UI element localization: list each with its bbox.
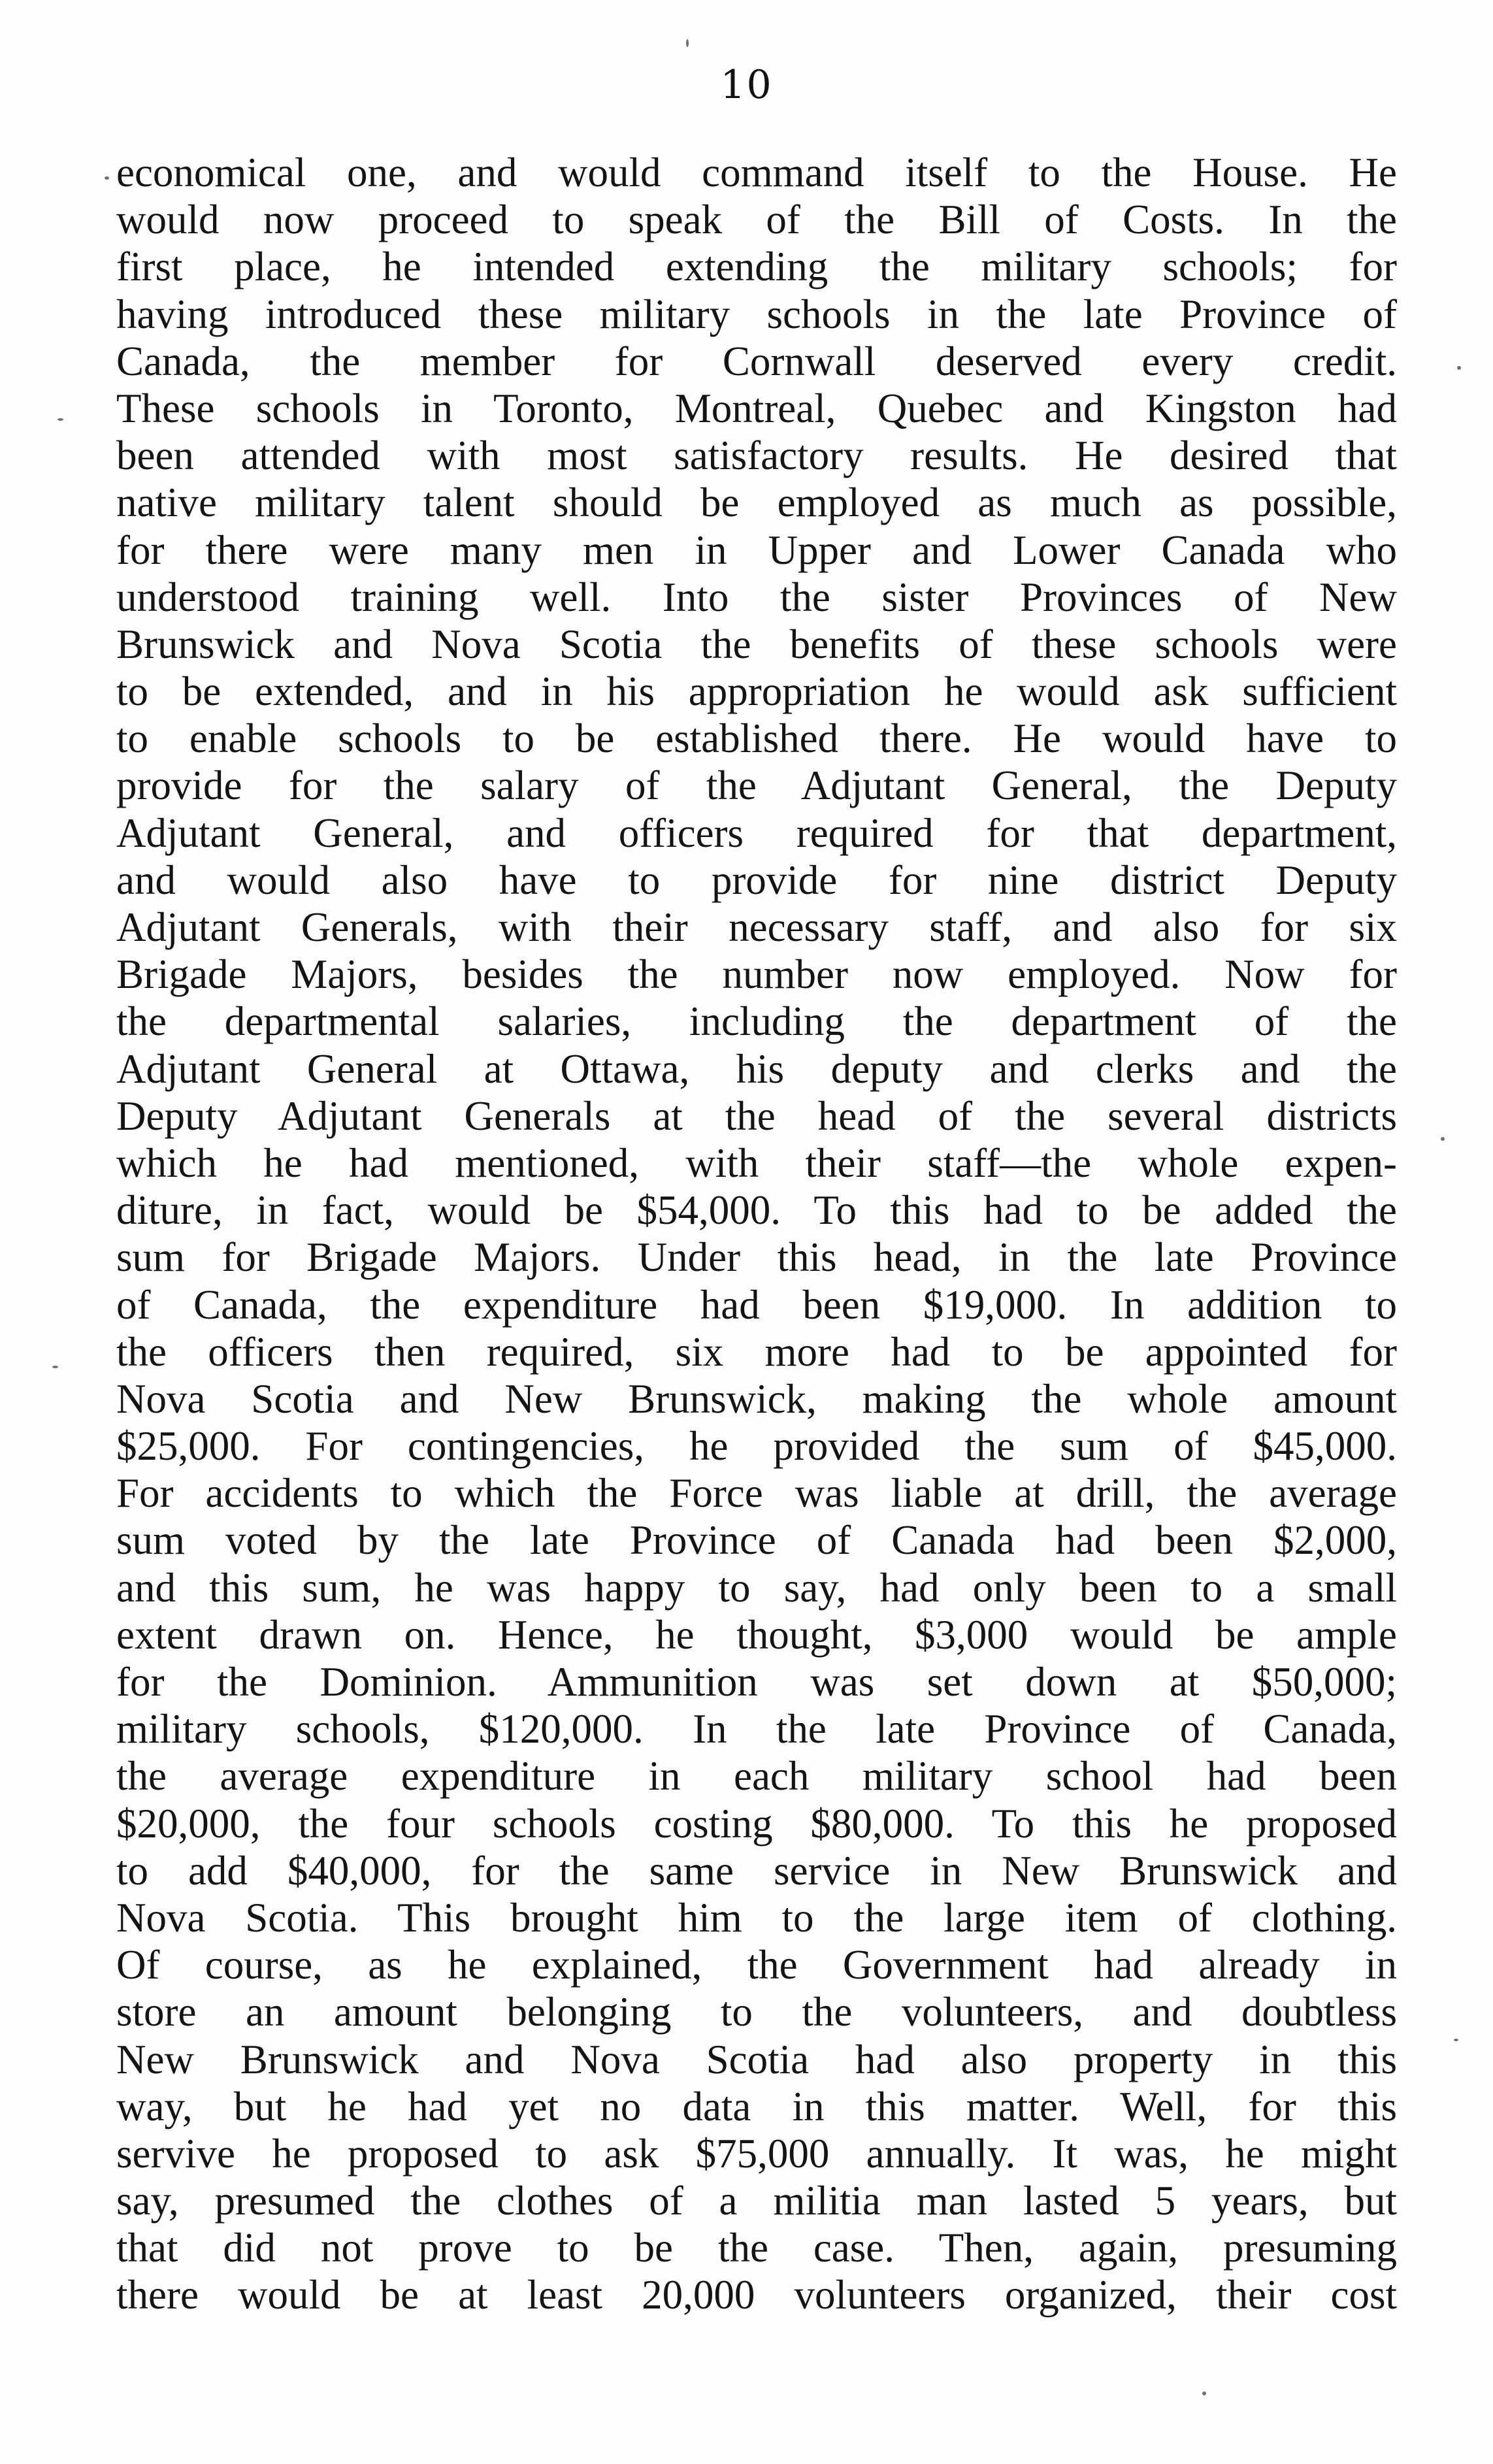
- text-line: having introduced these military schools in the late Province of: [116, 291, 1397, 337]
- text-line: which he had mentioned, with their staff—the whole expen-: [116, 1140, 1397, 1186]
- text-line: say, presumed the clothes of a militia man lasted 5 years, but: [116, 2178, 1397, 2224]
- text-line: and this sum, he was happy to say, had only been to a small: [116, 1564, 1397, 1611]
- text-line: economical one, and would command itself to the House. He: [116, 150, 1397, 195]
- text-line: and would also have to provide for nine district Deputy: [116, 857, 1397, 903]
- text-line: that did not prove to be the case. Then, again, presuming: [116, 2225, 1397, 2271]
- text-line: the average expenditure in each military school had been: [116, 1753, 1397, 1799]
- text-line: would now proceed to speak of the Bill of Costs. In the: [116, 197, 1397, 243]
- text-line: Brunswick and Nova Scotia the benefits of these schools were: [116, 621, 1397, 667]
- scan-speck: [686, 39, 689, 47]
- text-line: the departmental salaries, including the department of the: [116, 998, 1397, 1045]
- text-line: first place, he intended extending the military schools; for: [116, 244, 1397, 290]
- text-line: military schools, $120,000. In the late Province of Canada,: [116, 1706, 1397, 1752]
- text-line: understood training well. Into the sister Provinces of New: [116, 574, 1397, 620]
- text-line: Nova Scotia and New Brunswick, making the whole amount: [116, 1375, 1397, 1422]
- text-line: for there were many men in Upper and Lower Canada who: [116, 527, 1397, 573]
- text-line: Adjutant General, and officers required for that department,: [116, 810, 1397, 856]
- text-line: Brigade Majors, besides the number now employed. Now for: [116, 951, 1397, 998]
- text-line: of Canada, the expenditure had been $19,000. In addition to: [116, 1281, 1397, 1328]
- text-line: servive he proposed to ask $75,000 annually. It was, he might: [116, 2130, 1397, 2177]
- text-line: Canada, the member for Cornwall deserved every credit.: [116, 338, 1397, 384]
- text-line: to add $40,000, for the same service in New Brunswick and: [116, 1847, 1397, 1894]
- text-line: Adjutant General at Ottawa, his deputy and clerks and the: [116, 1045, 1397, 1092]
- text-line: New Brunswick and Nova Scotia had also property in this: [116, 2036, 1397, 2082]
- scan-speck: [1202, 2391, 1206, 2395]
- text-line: $25,000. For contingencies, he provided the sum of $45,000.: [116, 1423, 1397, 1470]
- page-number: 10: [720, 62, 773, 108]
- text-line: way, but he had yet no data in this matter. Well, for this: [116, 2083, 1397, 2129]
- scan-speck: [52, 1366, 58, 1368]
- scan-speck: [105, 176, 109, 180]
- text-line: Nova Scotia. This brought him to the large item of clothing.: [116, 1894, 1397, 1941]
- text-line: diture, in fact, would be $54,000. To this had to be added the: [116, 1187, 1397, 1234]
- body-text: [116, 149, 1397, 2319]
- text-line: For accidents to which the Force was liable at drill, the average: [116, 1470, 1397, 1517]
- scan-speck: [1457, 366, 1461, 370]
- text-line: sum voted by the late Province of Canada had been $2,000,: [116, 1517, 1397, 1564]
- text-line: to be extended, and in his appropriation he would ask sufficient: [116, 668, 1397, 715]
- text-line: the officers then required, six more had to be appointed for: [116, 1328, 1397, 1375]
- text-line: store an amount belonging to the volunteers, and doubtless: [116, 1989, 1397, 2035]
- text-line: extent drawn on. Hence, he thought, $3,000 would be ample: [116, 1611, 1397, 1658]
- scan-speck: [57, 418, 63, 421]
- text-line: there would be at least 20,000 volunteers organized, their cost: [116, 2272, 1397, 2318]
- scan-speck: [1454, 2039, 1458, 2041]
- text-line: Of course, as he explained, the Government had already in: [116, 1942, 1397, 1988]
- text-line: $20,000, the four schools costing $80,000. To this he proposed: [116, 1800, 1397, 1847]
- text-line: for the Dominion. Ammunition was set down at $50,000;: [116, 1659, 1397, 1705]
- text-line: provide for the salary of the Adjutant General, the Deputy: [116, 763, 1397, 809]
- scan-speck: [1441, 1137, 1445, 1141]
- text-line: Adjutant Generals, with their necessary staff, and also for six: [116, 904, 1397, 950]
- text-line: native military talent should be employed as much as possible,: [116, 480, 1397, 526]
- text-line: been attended with most satisfactory results. He desired that: [116, 433, 1397, 479]
- text-line: Deputy Adjutant Generals at the head of the several districts: [116, 1092, 1397, 1139]
- text-line: to enable schools to be established there. He would have to: [116, 715, 1397, 762]
- text-line: sum for Brigade Majors. Under this head, in the late Province: [116, 1234, 1397, 1281]
- text-line: These schools in Toronto, Montreal, Quebec and Kingston had: [116, 385, 1397, 431]
